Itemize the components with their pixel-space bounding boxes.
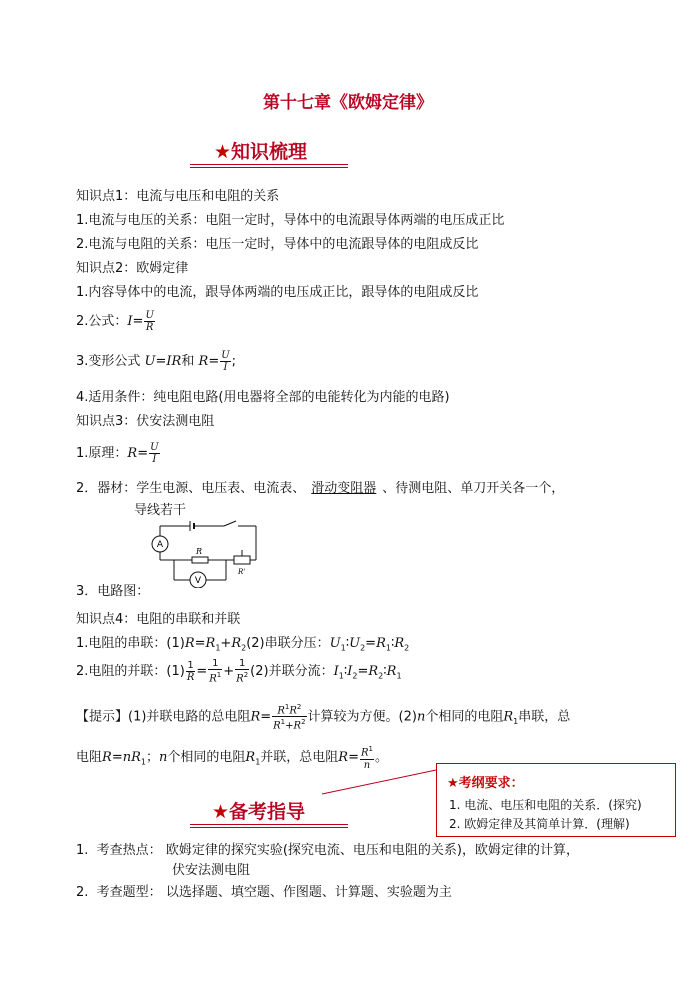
fraction-parallel-total: $\frac{R^1R^2}{R^1+R^2}$	[273, 703, 306, 732]
guide-line1-cont: 伏安法测电阻	[172, 863, 251, 878]
kp3-head: 知识点3：伏安法测电阻	[76, 414, 215, 429]
tip-label: 【提示】	[76, 709, 129, 725]
kp4-series: 1.电阻的串联：$(1)R=R_1+R_2(2)$串联分压：$U_1∶U_2=R_1∶R_2$	[76, 636, 410, 653]
answer-blank: 滑动变阻器	[311, 481, 377, 496]
kp4-parallel: 2.电阻的并联：(1) $\frac{1}{R}$ = $\frac{1}{R^1}$ + $\frac{1}{R^2}$ (2)并联分流：$I_1∶I_2=R_2∶R_1$	[76, 658, 402, 685]
syllabus-item-2: 2. 欧姆定律及其简单计算．(理解)	[449, 817, 630, 831]
kp1-line2: 2.电流与电阻的关系：电压一定时，导体中的电流跟导体的电阻成反比	[76, 237, 479, 252]
syllabus-item-1: 1. 电流、电压和电阻的关系．(探究)	[449, 798, 642, 812]
syllabus-box	[436, 763, 676, 837]
kp3-equipment-line2: 导线若干	[134, 503, 187, 518]
kp3-equipment: 2．器材：学生电源、电压表、电流表、 滑动变阻器 、待测电阻、单刀开关各一个，	[76, 481, 565, 496]
section-heading-knowledge	[214, 137, 307, 164]
switch-lever	[224, 521, 236, 526]
voltmeter-label: V	[194, 576, 202, 586]
fraction-u-over-i: $\frac{U}{I}$	[150, 442, 159, 465]
tip-line1: 【提示】(1)并联电路的总电阻R= $\frac{R^1R^2}{R^1+R^2}$ 计算较为方便。(2)n个相同的电阻$R_1$串联，总	[76, 703, 571, 732]
resistor-r	[192, 557, 208, 563]
kp2-formula: 2.公式：I= $\frac{U}{R}$	[76, 310, 154, 333]
kp1-line1: 1.电流与电压的关系：电阻一定时，导体中的电流跟导体两端的电压成正比	[76, 213, 505, 228]
guide-line1: 1. 考查热点： 欧姆定律的探究实验(探究电流、电压和电阻的关系)，欧姆定律的计算，	[76, 843, 579, 858]
section-heading-text: 知识梳理	[231, 141, 308, 163]
fraction-r-over-n: $\frac{R^1}{n}$	[361, 745, 373, 771]
kp3-circuit-label: 3．电路图：	[76, 584, 150, 599]
fraction-u-over-r: $\frac{U}{R}$	[145, 310, 154, 333]
kp2-head: 知识点2：欧姆定律	[76, 261, 189, 276]
section-heading-text: 备考指导	[229, 801, 306, 823]
circuit-diagram	[150, 518, 266, 588]
kp1-head: 知识点1：电流与电压和电阻的关系	[76, 189, 280, 204]
rheostat	[234, 556, 250, 564]
page-title: 第十七章《欧姆定律》	[263, 93, 433, 113]
kp2-condition: 4.适用条件：纯电阻电路(用电器将全部的电能转化为内能的电路)	[76, 390, 450, 405]
kp4-head: 知识点4：电阻的串联和并联	[76, 612, 241, 627]
star-icon: ★	[214, 141, 232, 163]
kp2-line1: 1.内容导体中的电流，跟导体两端的电压成正比，跟导体的电阻成反比	[76, 285, 479, 300]
guide-line2: 2. 考查题型： 以选择题、填空题、作图题、计算题、实验题为主	[76, 885, 452, 900]
ammeter-label: A	[156, 540, 164, 550]
rheostat-label: R'	[238, 568, 246, 576]
fraction-1-over-r: $\frac{1}{R}$	[186, 660, 195, 683]
fraction-u-over-i: $\frac{U}{I}$	[221, 350, 230, 373]
kp3-principle: 1.原理：R= $\frac{U}{I}$	[76, 442, 159, 465]
section-heading-guide	[212, 797, 305, 824]
resistor-label: R	[196, 547, 203, 556]
callout-connector	[318, 758, 440, 798]
syllabus-title: ★考纲要求：	[447, 776, 524, 791]
kp2-deform: 3.变形公式 U=IR和 R= $\frac{U}{I}$ ;	[76, 350, 237, 373]
heading-underline	[190, 824, 348, 828]
tip-line2: 电阻$R=nR_1$；n个相同的电阻$R_1$并联，总电阻R= $\frac{R^1}{n}$ 。	[76, 745, 389, 771]
heading-underline	[190, 164, 348, 168]
star-icon: ★	[212, 801, 230, 823]
